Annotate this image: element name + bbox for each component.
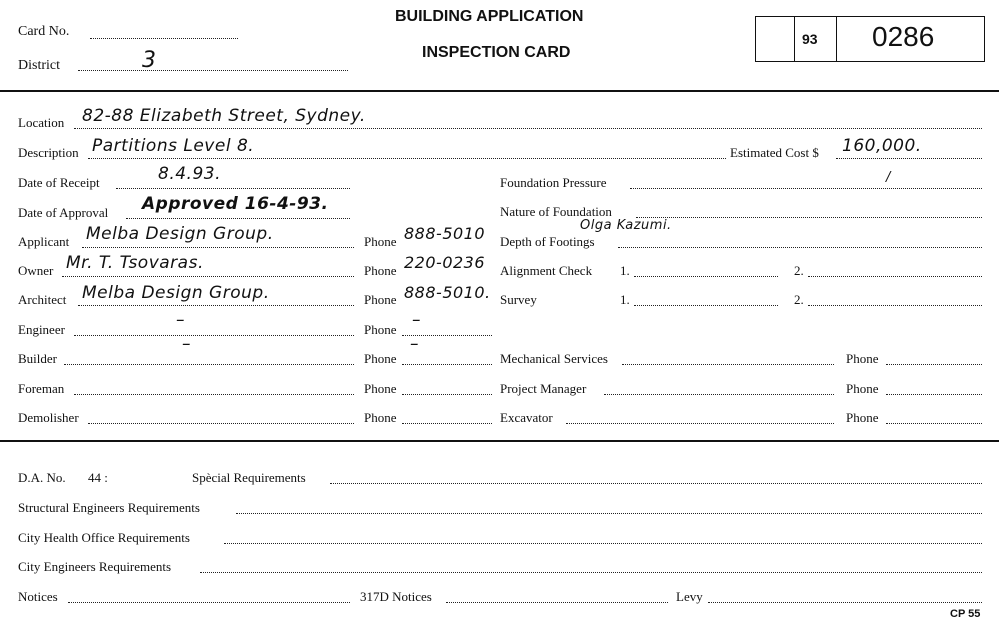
applicant-label: Applicant: [18, 234, 70, 249]
alignment-2-label: 2.: [794, 263, 804, 278]
mechanical-services-field[interactable]: [622, 364, 834, 365]
engineer-label: Engineer: [18, 322, 65, 337]
project-manager-phone-label: Phone: [846, 381, 879, 396]
engineer-phone-value: –: [412, 310, 421, 330]
builder-phone-value: –: [410, 334, 419, 354]
location-value: 82-88 Elizabeth Street, Sydney.: [82, 106, 366, 126]
excavator-field[interactable]: [566, 423, 834, 424]
builder-label: Builder: [18, 351, 57, 366]
foundation-pressure-field[interactable]: [630, 188, 982, 189]
builder-value: –: [182, 334, 191, 354]
description-field[interactable]: [88, 158, 726, 159]
project-manager-phone-field[interactable]: [886, 394, 982, 395]
location-label: Location: [18, 115, 65, 130]
estimated-cost-value: 160,000.: [842, 136, 922, 156]
notices-field[interactable]: [68, 602, 350, 603]
applicant-value: Melba Design Group.: [86, 224, 274, 244]
location-field[interactable]: [74, 128, 982, 129]
engineer-value: –: [176, 310, 185, 330]
demolisher-phone-field[interactable]: [402, 423, 492, 424]
depth-footings-field[interactable]: [618, 247, 982, 248]
foundation-pressure-label: Foundation Pressure: [500, 175, 607, 190]
notices-317d-field[interactable]: [446, 602, 668, 603]
engineer-field[interactable]: [74, 335, 354, 336]
header-divider: [0, 90, 999, 92]
mechanical-phone-field[interactable]: [886, 364, 982, 365]
city-health-label: City Health Office Requirements: [18, 530, 190, 545]
owner-value: Mr. T. Tsovaras.: [66, 253, 204, 273]
levy-field[interactable]: [708, 602, 982, 603]
receipt-value: 8.4.93.: [158, 164, 221, 184]
card-no-field[interactable]: [90, 38, 238, 39]
section-divider: [0, 440, 999, 442]
approval-value: Approved 16-4-93.: [142, 194, 329, 214]
project-manager-field[interactable]: [604, 394, 834, 395]
city-engineers-label: City Engineers Requirements: [18, 559, 172, 574]
excavator-label: Excavator: [500, 410, 553, 425]
demolisher-label: Demolisher: [18, 410, 79, 425]
architect-field[interactable]: [78, 305, 354, 306]
nature-foundation-label: Nature of Foundation: [500, 204, 612, 219]
survey-1-field[interactable]: [634, 305, 778, 306]
foreman-phone-label: Phone: [364, 381, 397, 396]
nature-foundation-value: Olga Kazumi.: [580, 218, 672, 233]
owner-label: Owner: [18, 263, 54, 278]
survey-2-field[interactable]: [808, 305, 982, 306]
estimated-cost-label: Estimated Cost $: [730, 145, 819, 160]
owner-field[interactable]: [62, 276, 354, 277]
city-engineers-field[interactable]: [200, 572, 982, 573]
district-field[interactable]: [78, 70, 348, 71]
da-no-value: 44 :: [88, 470, 108, 485]
nature-foundation-field[interactable]: [636, 217, 982, 218]
district-label: District: [18, 58, 60, 73]
architect-label: Architect: [18, 292, 67, 307]
builder-phone-field[interactable]: [402, 364, 492, 365]
project-manager-label: Project Manager: [500, 381, 587, 396]
receipt-field[interactable]: [116, 188, 350, 189]
receipt-label: Date of Receipt: [18, 175, 100, 190]
mechanical-phone-label: Phone: [846, 351, 879, 366]
excavator-phone-field[interactable]: [886, 423, 982, 424]
card-number: 0286: [872, 21, 935, 52]
applicant-phone-label: Phone: [364, 234, 397, 249]
city-health-field[interactable]: [224, 543, 982, 544]
estimated-cost-field[interactable]: [836, 158, 982, 159]
architect-value: Melba Design Group.: [82, 283, 270, 303]
description-value: Partitions Level 8.: [92, 136, 255, 156]
foreman-label: Foreman: [18, 381, 65, 396]
card-number-box: [755, 16, 985, 62]
survey-label: Survey: [500, 292, 537, 307]
builder-field[interactable]: [64, 364, 354, 365]
card-no-label: Card No.: [18, 24, 70, 39]
form-title-line1: BUILDING APPLICATION: [395, 8, 584, 25]
approval-field[interactable]: [126, 218, 350, 219]
description-label: Description: [18, 145, 79, 160]
engineer-phone-label: Phone: [364, 322, 397, 337]
foreman-phone-field[interactable]: [402, 394, 492, 395]
applicant-phone-value: 888-5010: [404, 224, 486, 243]
architect-phone-label: Phone: [364, 292, 397, 307]
card-year: 93: [802, 31, 818, 47]
form-title-line2: INSPECTION CARD: [422, 44, 571, 61]
levy-label: Levy: [676, 589, 703, 604]
excavator-phone-label: Phone: [846, 410, 879, 425]
survey-1-label: 1.: [620, 292, 630, 307]
builder-phone-label: Phone: [364, 351, 397, 366]
alignment-2-field[interactable]: [808, 276, 982, 277]
survey-2-label: 2.: [794, 292, 804, 307]
foreman-field[interactable]: [74, 394, 354, 395]
owner-phone-value: 220-0236: [404, 253, 486, 272]
demolisher-field[interactable]: [88, 423, 354, 424]
form-code: CP 55: [950, 608, 981, 620]
approval-label: Date of Approval: [18, 205, 109, 220]
notices-label: Notices: [18, 589, 58, 604]
alignment-1-field[interactable]: [634, 276, 778, 277]
depth-footings-label: Depth of Footings: [500, 234, 595, 249]
special-requirements-label: Spècial Requirements: [192, 470, 306, 485]
special-requirements-field[interactable]: [330, 483, 982, 484]
alignment-check-label: Alignment Check: [500, 263, 593, 278]
foundation-pressure-value: /: [886, 170, 891, 185]
applicant-field[interactable]: [82, 247, 354, 248]
alignment-1-label: 1.: [620, 263, 630, 278]
da-no-label: D.A. No.: [18, 470, 66, 485]
owner-phone-label: Phone: [364, 263, 397, 278]
mechanical-services-label: Mechanical Services: [500, 351, 608, 366]
structural-engineers-field[interactable]: [236, 513, 982, 514]
architect-phone-value: 888-5010.: [404, 283, 491, 302]
demolisher-phone-label: Phone: [364, 410, 397, 425]
structural-engineers-label: Structural Engineers Requirements: [18, 500, 200, 515]
notices-317d-label: 317D Notices: [360, 589, 432, 604]
district-value: 3: [142, 48, 157, 73]
